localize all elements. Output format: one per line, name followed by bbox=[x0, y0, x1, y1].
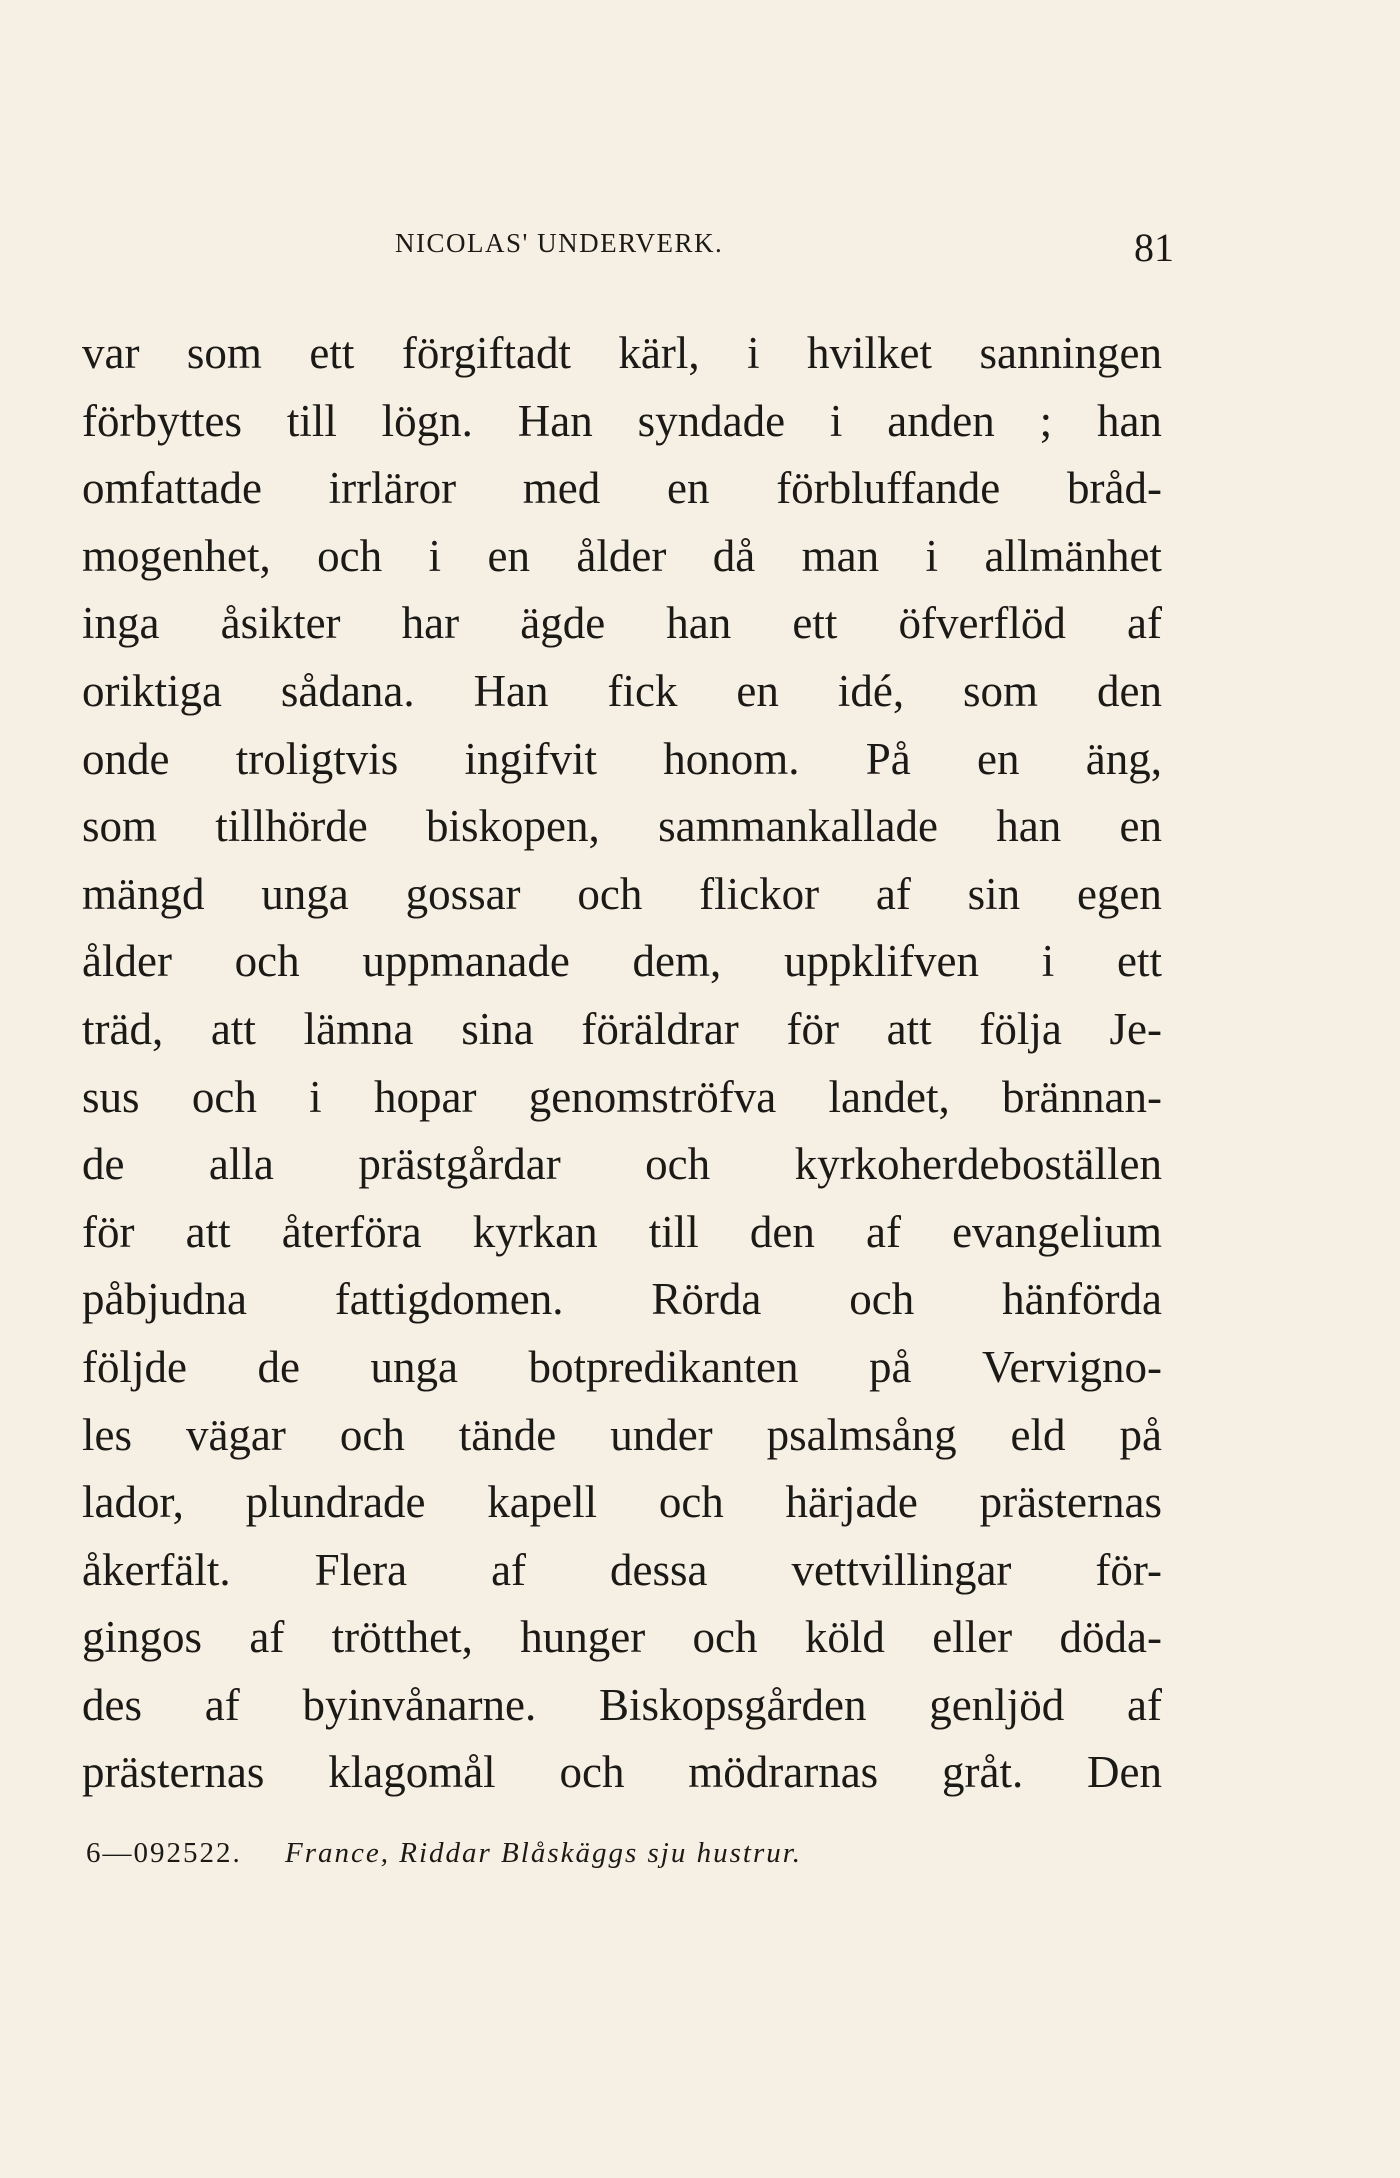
word: trötthet, bbox=[331, 1612, 473, 1663]
word: sådana. bbox=[280, 665, 415, 716]
word: mängd bbox=[82, 868, 205, 919]
word: ett bbox=[792, 598, 838, 649]
word: i bbox=[309, 1071, 322, 1122]
word: förbyttes bbox=[82, 395, 242, 446]
word: och bbox=[645, 1139, 711, 1190]
word: eller bbox=[932, 1612, 1013, 1663]
word: förbluffande bbox=[776, 463, 1001, 514]
book-title-footer: France, Riddar Blåskäggs sju hustrur. bbox=[285, 1837, 803, 1869]
word: uppmanade bbox=[362, 936, 570, 987]
word: föräldrar bbox=[581, 1003, 739, 1054]
word: idé, bbox=[837, 665, 905, 716]
text-line bbox=[82, 1131, 1162, 1199]
running-head: NICOLAS' UNDERVERK. bbox=[395, 228, 724, 258]
word: återföra bbox=[281, 1206, 422, 1257]
text-line bbox=[82, 455, 1162, 523]
word: af bbox=[204, 1679, 240, 1730]
word: hunger bbox=[520, 1612, 646, 1663]
word: kyrkoherdeboställen bbox=[794, 1139, 1162, 1190]
word: kyrkan bbox=[472, 1206, 598, 1257]
word: af bbox=[491, 1544, 527, 1595]
word: sanningen bbox=[979, 328, 1162, 378]
word: och bbox=[692, 1612, 758, 1663]
word: prästgårdar bbox=[358, 1139, 561, 1190]
word: ett bbox=[309, 328, 355, 378]
word: äng, bbox=[1085, 733, 1162, 784]
word: Biskopsgården bbox=[598, 1679, 867, 1730]
word: en bbox=[666, 463, 710, 514]
word: ägde bbox=[520, 598, 606, 649]
text-line bbox=[82, 1064, 1162, 1132]
word: var bbox=[82, 328, 140, 378]
word: och bbox=[234, 936, 300, 987]
word: prästernas bbox=[979, 1477, 1162, 1528]
word: och bbox=[317, 530, 383, 581]
text-line bbox=[82, 1266, 1162, 1334]
word: Rörda bbox=[651, 1274, 762, 1325]
word: köld bbox=[804, 1612, 885, 1663]
word: På bbox=[865, 733, 911, 784]
body-text bbox=[82, 320, 1162, 1807]
text-line bbox=[82, 793, 1162, 861]
word: då bbox=[712, 530, 756, 581]
word: vägar bbox=[185, 1409, 286, 1460]
word: till bbox=[286, 395, 337, 446]
word: psalmsång bbox=[766, 1409, 957, 1460]
word: kapell bbox=[487, 1477, 598, 1528]
word: oriktiga bbox=[82, 665, 222, 716]
word: Han bbox=[473, 665, 549, 716]
word: Den bbox=[1087, 1747, 1162, 1798]
word: inga bbox=[82, 598, 160, 649]
word: en bbox=[1119, 801, 1162, 852]
word: syndade bbox=[637, 395, 786, 446]
word: allmänhet bbox=[984, 530, 1162, 581]
word: som bbox=[963, 665, 1039, 716]
text-line bbox=[82, 861, 1162, 929]
word: de bbox=[82, 1139, 125, 1190]
word: för bbox=[82, 1206, 135, 1257]
word: åsikter bbox=[220, 598, 341, 649]
word: mödrarnas bbox=[688, 1747, 879, 1798]
word: i bbox=[747, 328, 760, 378]
word: af bbox=[1127, 598, 1162, 649]
word: lögn. bbox=[381, 395, 473, 446]
word: hänförda bbox=[1002, 1274, 1162, 1325]
text-line bbox=[82, 1334, 1162, 1402]
word: för bbox=[786, 1003, 839, 1054]
word: dem, bbox=[632, 936, 722, 987]
word: han bbox=[996, 801, 1062, 852]
word: i bbox=[1041, 936, 1055, 987]
footer bbox=[86, 1837, 802, 1870]
word: följde bbox=[82, 1341, 187, 1392]
word: att bbox=[185, 1206, 231, 1257]
word: evangelium bbox=[952, 1206, 1162, 1257]
word: under bbox=[610, 1409, 713, 1460]
word: af bbox=[249, 1612, 285, 1663]
word: Flera bbox=[314, 1544, 408, 1595]
word: plundrade bbox=[245, 1477, 426, 1528]
word: man bbox=[801, 530, 880, 581]
word: dessa bbox=[610, 1544, 708, 1595]
word: härjade bbox=[785, 1477, 918, 1528]
word: uppklifven bbox=[784, 936, 979, 987]
word: sus bbox=[82, 1071, 140, 1122]
word: unga bbox=[261, 868, 349, 919]
word: träd, bbox=[82, 1003, 164, 1054]
word: landet, bbox=[828, 1071, 950, 1122]
word: genomströfva bbox=[528, 1071, 777, 1122]
word: flickor bbox=[699, 868, 820, 919]
word: genljöd bbox=[929, 1679, 1065, 1730]
word: tände bbox=[458, 1409, 557, 1460]
word: anden bbox=[887, 395, 995, 446]
word: bråd- bbox=[1066, 463, 1162, 514]
word: åkerfält. bbox=[82, 1544, 231, 1595]
word: sammankallade bbox=[658, 801, 938, 852]
word: egen bbox=[1076, 868, 1162, 919]
word: och bbox=[191, 1071, 257, 1122]
word: fattigdomen. bbox=[334, 1274, 564, 1325]
word: troligtvis bbox=[235, 733, 399, 784]
word: öfverflöd bbox=[898, 598, 1066, 649]
word: och bbox=[559, 1747, 625, 1798]
word: en bbox=[736, 665, 779, 716]
word: på bbox=[1119, 1409, 1162, 1460]
text-line bbox=[82, 658, 1162, 726]
word: med bbox=[522, 463, 601, 514]
word: har bbox=[401, 598, 460, 649]
text-line bbox=[82, 590, 1162, 658]
text-line bbox=[82, 523, 1162, 591]
word: och bbox=[658, 1477, 724, 1528]
word: klagomål bbox=[328, 1747, 496, 1798]
word: han bbox=[666, 598, 732, 649]
word: mogenhet, bbox=[82, 530, 271, 581]
word: och bbox=[849, 1274, 915, 1325]
word: och bbox=[577, 868, 643, 919]
word: byinvånarne. bbox=[302, 1679, 537, 1730]
word: i bbox=[428, 530, 442, 581]
word: lador, bbox=[82, 1477, 184, 1528]
text-line bbox=[82, 996, 1162, 1064]
word: och bbox=[339, 1409, 405, 1460]
word: ett bbox=[1116, 936, 1162, 987]
text-line bbox=[82, 928, 1162, 996]
word: hopar bbox=[373, 1071, 477, 1122]
word: den bbox=[1097, 665, 1162, 716]
text-line bbox=[82, 1469, 1162, 1537]
word: den bbox=[749, 1206, 815, 1257]
word: gråt. bbox=[942, 1747, 1024, 1798]
word: onde bbox=[82, 733, 170, 784]
word: sin bbox=[967, 868, 1021, 919]
word: som bbox=[82, 801, 158, 852]
text-line bbox=[82, 1672, 1162, 1740]
word: till bbox=[648, 1206, 699, 1257]
word: i bbox=[829, 395, 843, 446]
word: fick bbox=[607, 665, 678, 716]
word: Je- bbox=[1109, 1003, 1162, 1054]
word: eld bbox=[1010, 1409, 1066, 1460]
word: hvilket bbox=[807, 328, 933, 378]
word: Vervigno- bbox=[982, 1341, 1162, 1392]
text-line bbox=[82, 1199, 1162, 1267]
text-line bbox=[82, 1604, 1162, 1672]
word: des bbox=[82, 1679, 142, 1730]
word: honom. bbox=[663, 733, 800, 784]
word: för- bbox=[1095, 1544, 1162, 1595]
word: af bbox=[875, 868, 911, 919]
text-line bbox=[82, 1537, 1162, 1605]
word: irrläror bbox=[328, 463, 457, 514]
word: omfattade bbox=[82, 463, 262, 514]
word: ; bbox=[1039, 395, 1053, 446]
text-line bbox=[82, 320, 1162, 388]
text-line bbox=[82, 388, 1162, 456]
text-line bbox=[82, 1739, 1162, 1807]
word: att bbox=[210, 1003, 256, 1054]
word: på bbox=[868, 1341, 912, 1392]
word: af bbox=[1127, 1679, 1162, 1730]
word: påbjudna bbox=[82, 1274, 247, 1325]
word: Han bbox=[517, 395, 593, 446]
word: att bbox=[886, 1003, 932, 1054]
word: som bbox=[186, 328, 262, 378]
word: döda- bbox=[1059, 1612, 1162, 1663]
word: alla bbox=[208, 1139, 274, 1190]
word: brännan- bbox=[1002, 1071, 1162, 1122]
word: ålder bbox=[82, 936, 172, 987]
word: i bbox=[925, 530, 939, 581]
word: ålder bbox=[576, 530, 667, 581]
word: prästernas bbox=[82, 1747, 265, 1798]
text-line bbox=[82, 1402, 1162, 1470]
word: gingos bbox=[82, 1612, 203, 1663]
text-line bbox=[82, 726, 1162, 794]
page-number: 81 bbox=[1134, 225, 1174, 270]
word: gossar bbox=[405, 868, 521, 919]
word: biskopen, bbox=[426, 801, 600, 852]
word: en bbox=[977, 733, 1020, 784]
word: kärl, bbox=[618, 328, 700, 378]
word: vettvillingar bbox=[791, 1544, 1012, 1595]
word: förgiftadt bbox=[401, 328, 571, 378]
word: tillhörde bbox=[215, 801, 368, 852]
word: han bbox=[1096, 395, 1162, 446]
word: botpredikanten bbox=[528, 1341, 799, 1392]
word: ingifvit bbox=[464, 733, 597, 784]
printer-signature: 6—092522. bbox=[86, 1837, 242, 1869]
word: följa bbox=[979, 1003, 1062, 1054]
word: en bbox=[487, 530, 530, 581]
word: unga bbox=[370, 1341, 458, 1392]
word: de bbox=[257, 1341, 300, 1392]
word: af bbox=[865, 1206, 901, 1257]
word: sina bbox=[461, 1003, 534, 1054]
word: lämna bbox=[303, 1003, 414, 1054]
word: les bbox=[82, 1409, 132, 1460]
